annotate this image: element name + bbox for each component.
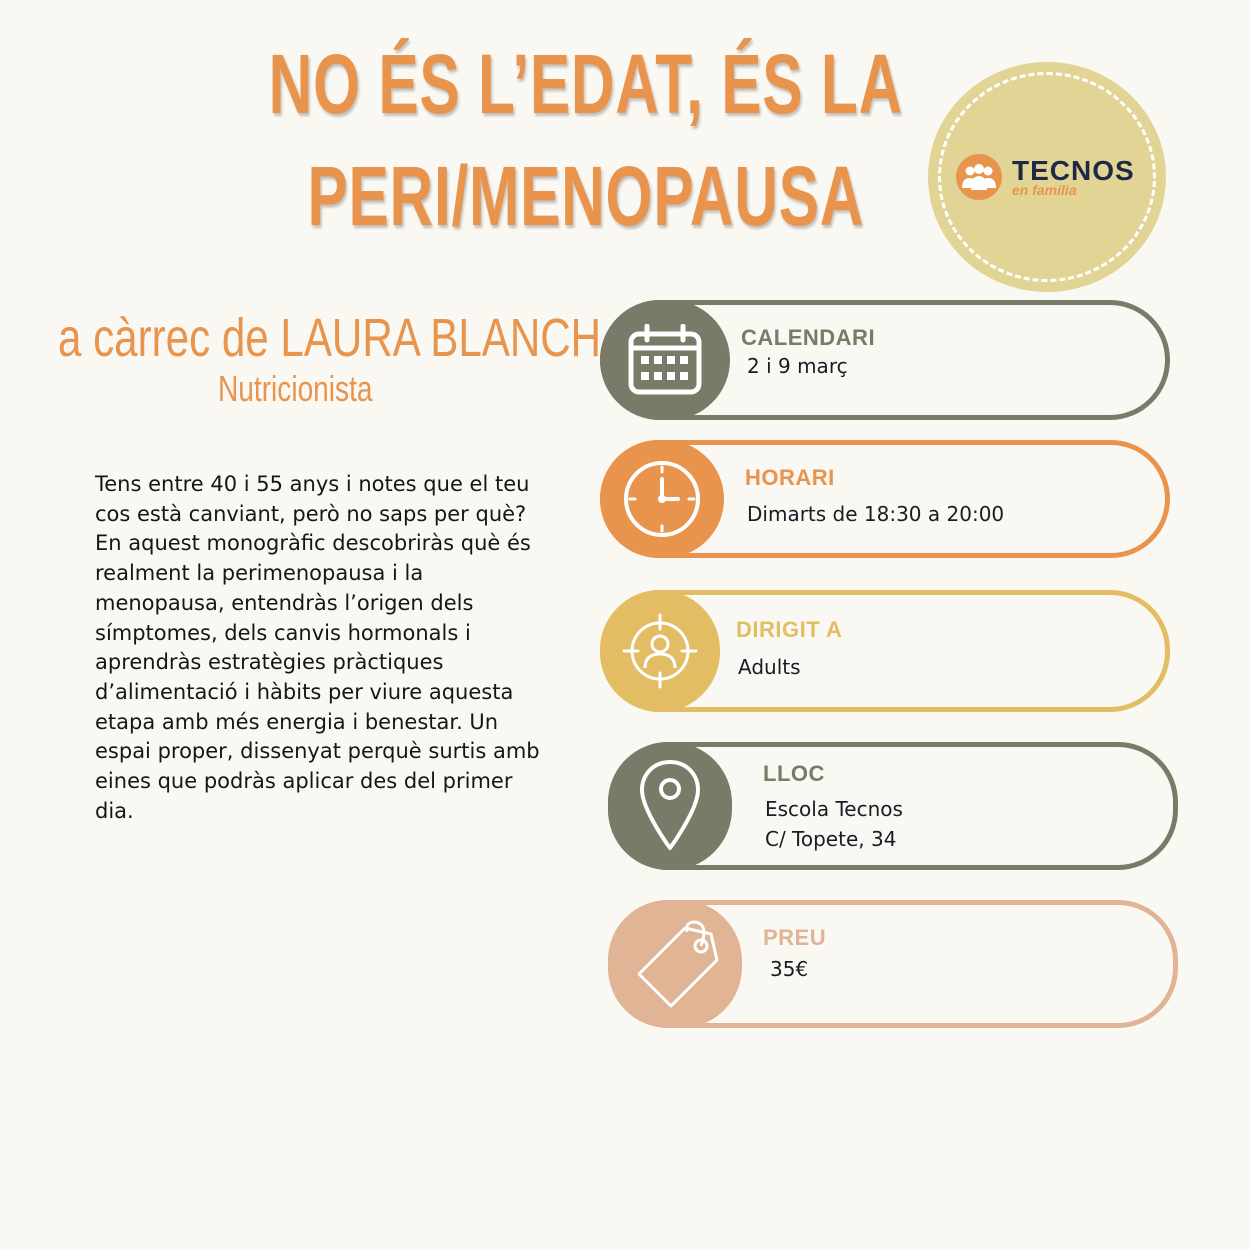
- lloc-value-line2: C/ Topete, 34: [765, 827, 897, 851]
- horari-value: Dimarts de 18:30 a 20:00: [747, 502, 1005, 526]
- card-calendari: [600, 300, 1170, 420]
- card-preu: [608, 900, 1178, 1028]
- logo-brand: [956, 154, 1135, 200]
- course-description: Tens entre 40 i 55 anys i notes que el teu cos està canviant, però no saps per què? En aquest monogràfic descobriràs què és realment la perimenopausa i la menopausa, entendràs l’origen dels símptomes, dels canvis hormonals i aprendràs estratègies pràctiques d’alimentació i hàbits per viure aquesta etapa amb més energia i benestar. Un espai proper, dissenyat perquè surtis amb eines que podràs aplicar des del primer dia.: [95, 472, 540, 823]
- lloc-label: LLOC: [763, 761, 825, 786]
- family-icon: [956, 154, 1002, 200]
- logo-subtitle: en família: [1012, 182, 1077, 198]
- title-line-1: NO ÉS L’EDAT, ÉS LA: [268, 37, 903, 131]
- tecnos-logo: [928, 62, 1166, 292]
- card-lloc: [608, 742, 1178, 870]
- calendari-value: 2 i 9 març: [747, 354, 848, 378]
- card-horari: [600, 440, 1170, 558]
- title-line-2: PERI/MENOPAUSA: [307, 149, 865, 243]
- lloc-value-line1: Escola Tecnos: [765, 797, 903, 821]
- clock-icon: [600, 440, 724, 558]
- preu-label: PREU: [763, 925, 827, 950]
- target-person-icon: [600, 590, 720, 712]
- card-dirigit: [600, 590, 1170, 712]
- price-tag-icon: [608, 900, 742, 1028]
- speaker-name: a càrrec de LAURA BLANCH: [58, 308, 602, 368]
- calendari-label: CALENDARI: [741, 325, 876, 350]
- speaker-block: [58, 306, 602, 409]
- dirigit-label: DIRIGIT A: [736, 617, 843, 642]
- horari-label: HORARI: [745, 465, 835, 490]
- logo-name: TECNOS: [1012, 155, 1135, 186]
- preu-value: 35€: [770, 957, 809, 981]
- speaker-role: Nutricionista: [218, 368, 373, 409]
- map-pin-icon: [608, 742, 732, 870]
- page-title: [215, 28, 957, 252]
- calendar-icon: [600, 300, 730, 420]
- dirigit-value: Adults: [738, 655, 801, 679]
